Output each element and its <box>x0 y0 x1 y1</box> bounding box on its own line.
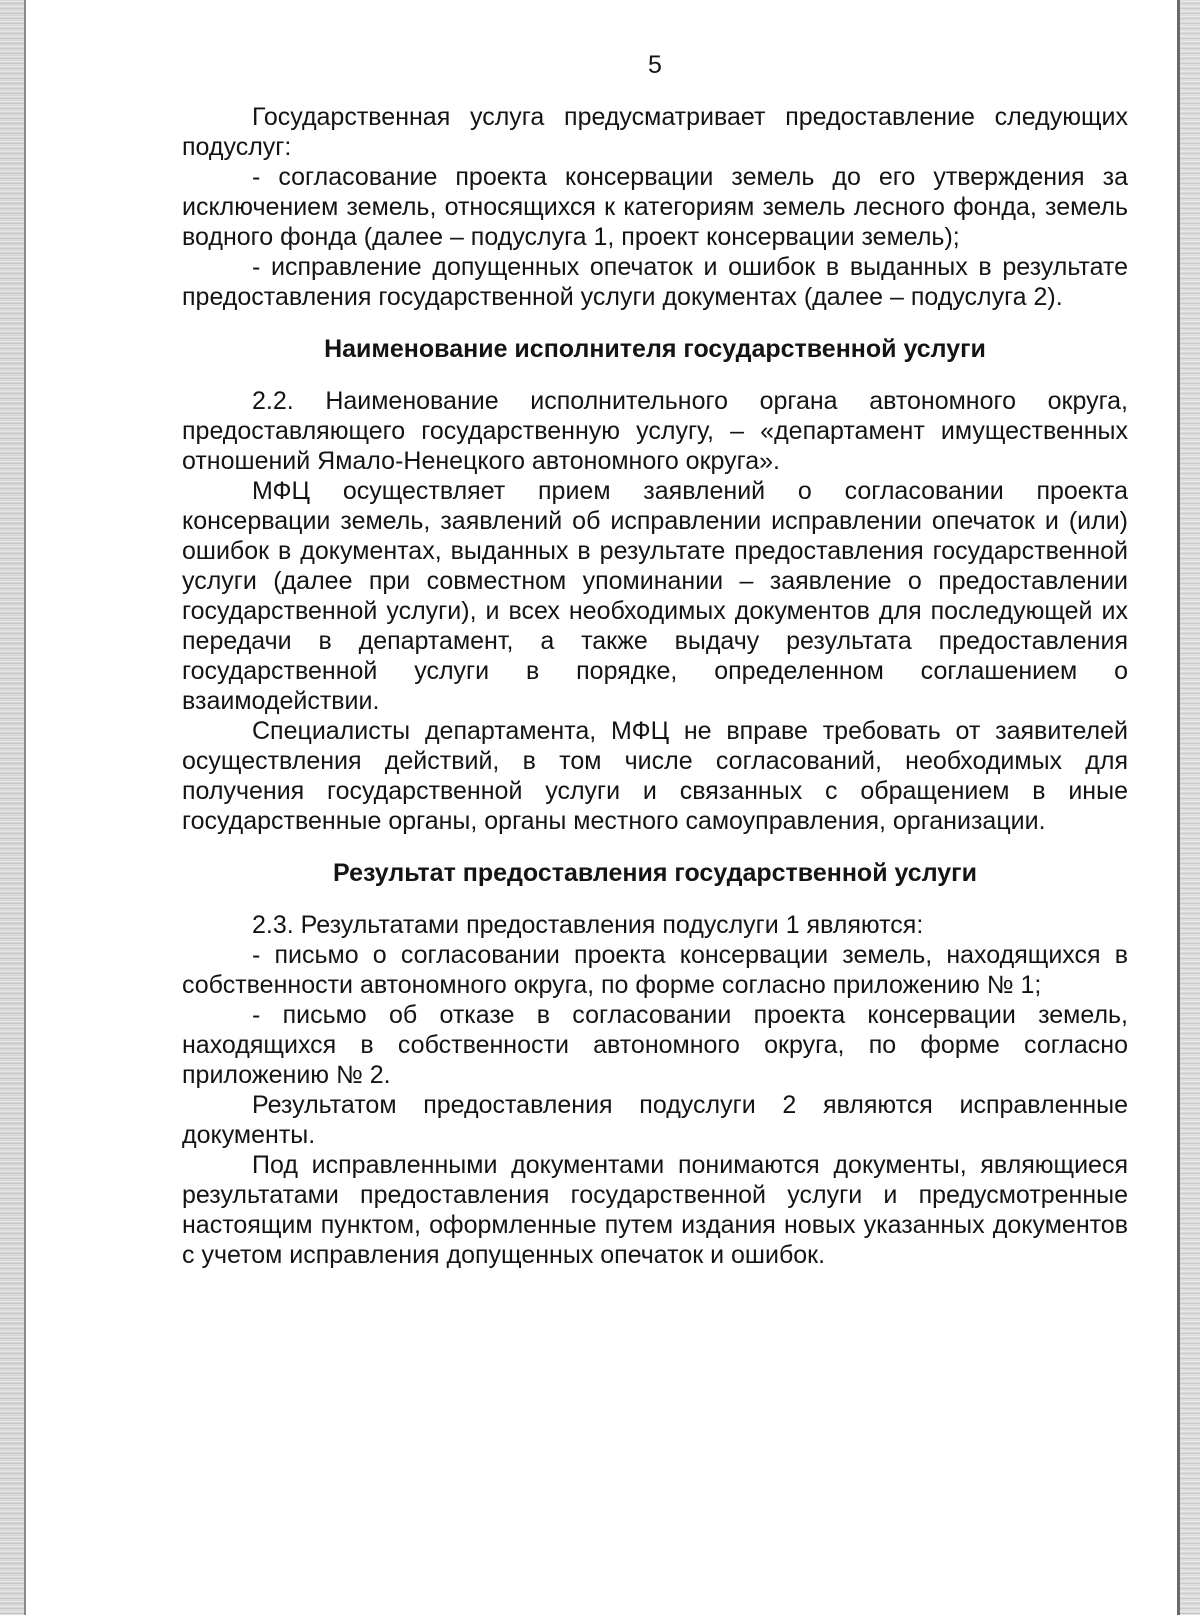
scan-edge-left <box>0 0 24 1615</box>
paragraph-subservice-2-result: Результатом предоставления подуслуги 2 являются исправленные документы. <box>182 1091 1128 1149</box>
paragraph-corrected-documents: Под исправленными документами понимаются документы, являющиеся результатами предоставления государственной услуги и предусмотренные настоящим пунктом, оформленные путем издания новых указанных документов с учетом исправления допущенных опечаток и ошибок. <box>182 1151 1128 1269</box>
scan-edge-left-line <box>24 0 26 1615</box>
result-item-2: - письмо об отказе в согласовании проекта консервации земель, находящихся в собственности автономного округа, по форме согласно приложению № 2. <box>182 1001 1128 1089</box>
paragraph-mfc: МФЦ осуществляет прием заявлений о согласовании проекта консервации земель, заявлений об исправлении исправлении опечаток и (или) ошибок в документах, выданных в результате предоставления государственной услуги (далее при совместном упоминании – заявление о предоставлении государственной услуги), и всех необходимых документов для последующей их передачи в департамент, а также выдачу результата предоставления государственной услуги в порядке, определенном соглашением о взаимодействии. <box>182 477 1128 715</box>
section-heading-executor: Наименование исполнителя государственной услуги <box>324 335 986 363</box>
scan-edge-right <box>1180 0 1200 1615</box>
intro-item-1: - согласование проекта консервации земель до его утверждения за исключением земель, относящихся к категориям земель лесного фонда, земель водного фонда (далее – подуслуга 1, проект консервации земель); <box>182 163 1128 251</box>
intro-item-2: - исправление допущенных опечаток и ошибок в выданных в результате предоставления государственной услуги документах (далее – подуслуга 2). <box>182 253 1128 311</box>
section-heading-result: Результат предоставления государственной услуги <box>333 859 977 887</box>
paragraph-2-2: 2.2. Наименование исполнительного органа автономного округа, предоставляющего государственную услугу, – «департамент имущественных отношений Ямало-Ненецкого автономного округа». <box>182 387 1128 475</box>
intro-lead-paragraph: Государственная услуга предусматривает предоставление следующих подуслуг: <box>182 103 1128 161</box>
result-item-1: - письмо о согласовании проекта консервации земель, находящихся в собственности автономного округа, по форме согласно приложению № 1; <box>182 941 1128 999</box>
paragraph-specialists: Специалисты департамента, МФЦ не вправе требовать от заявителей осуществления действий, в том числе согласований, необходимых для получения государственной услуги и связанных с обращением в иные государственные органы, органы местного самоуправления, организации. <box>182 717 1128 835</box>
document-page <box>182 50 1128 1270</box>
paragraph-2-3: 2.3. Результатами предоставления подуслуги 1 являются: <box>252 911 924 939</box>
page-number: 5 <box>648 51 662 79</box>
